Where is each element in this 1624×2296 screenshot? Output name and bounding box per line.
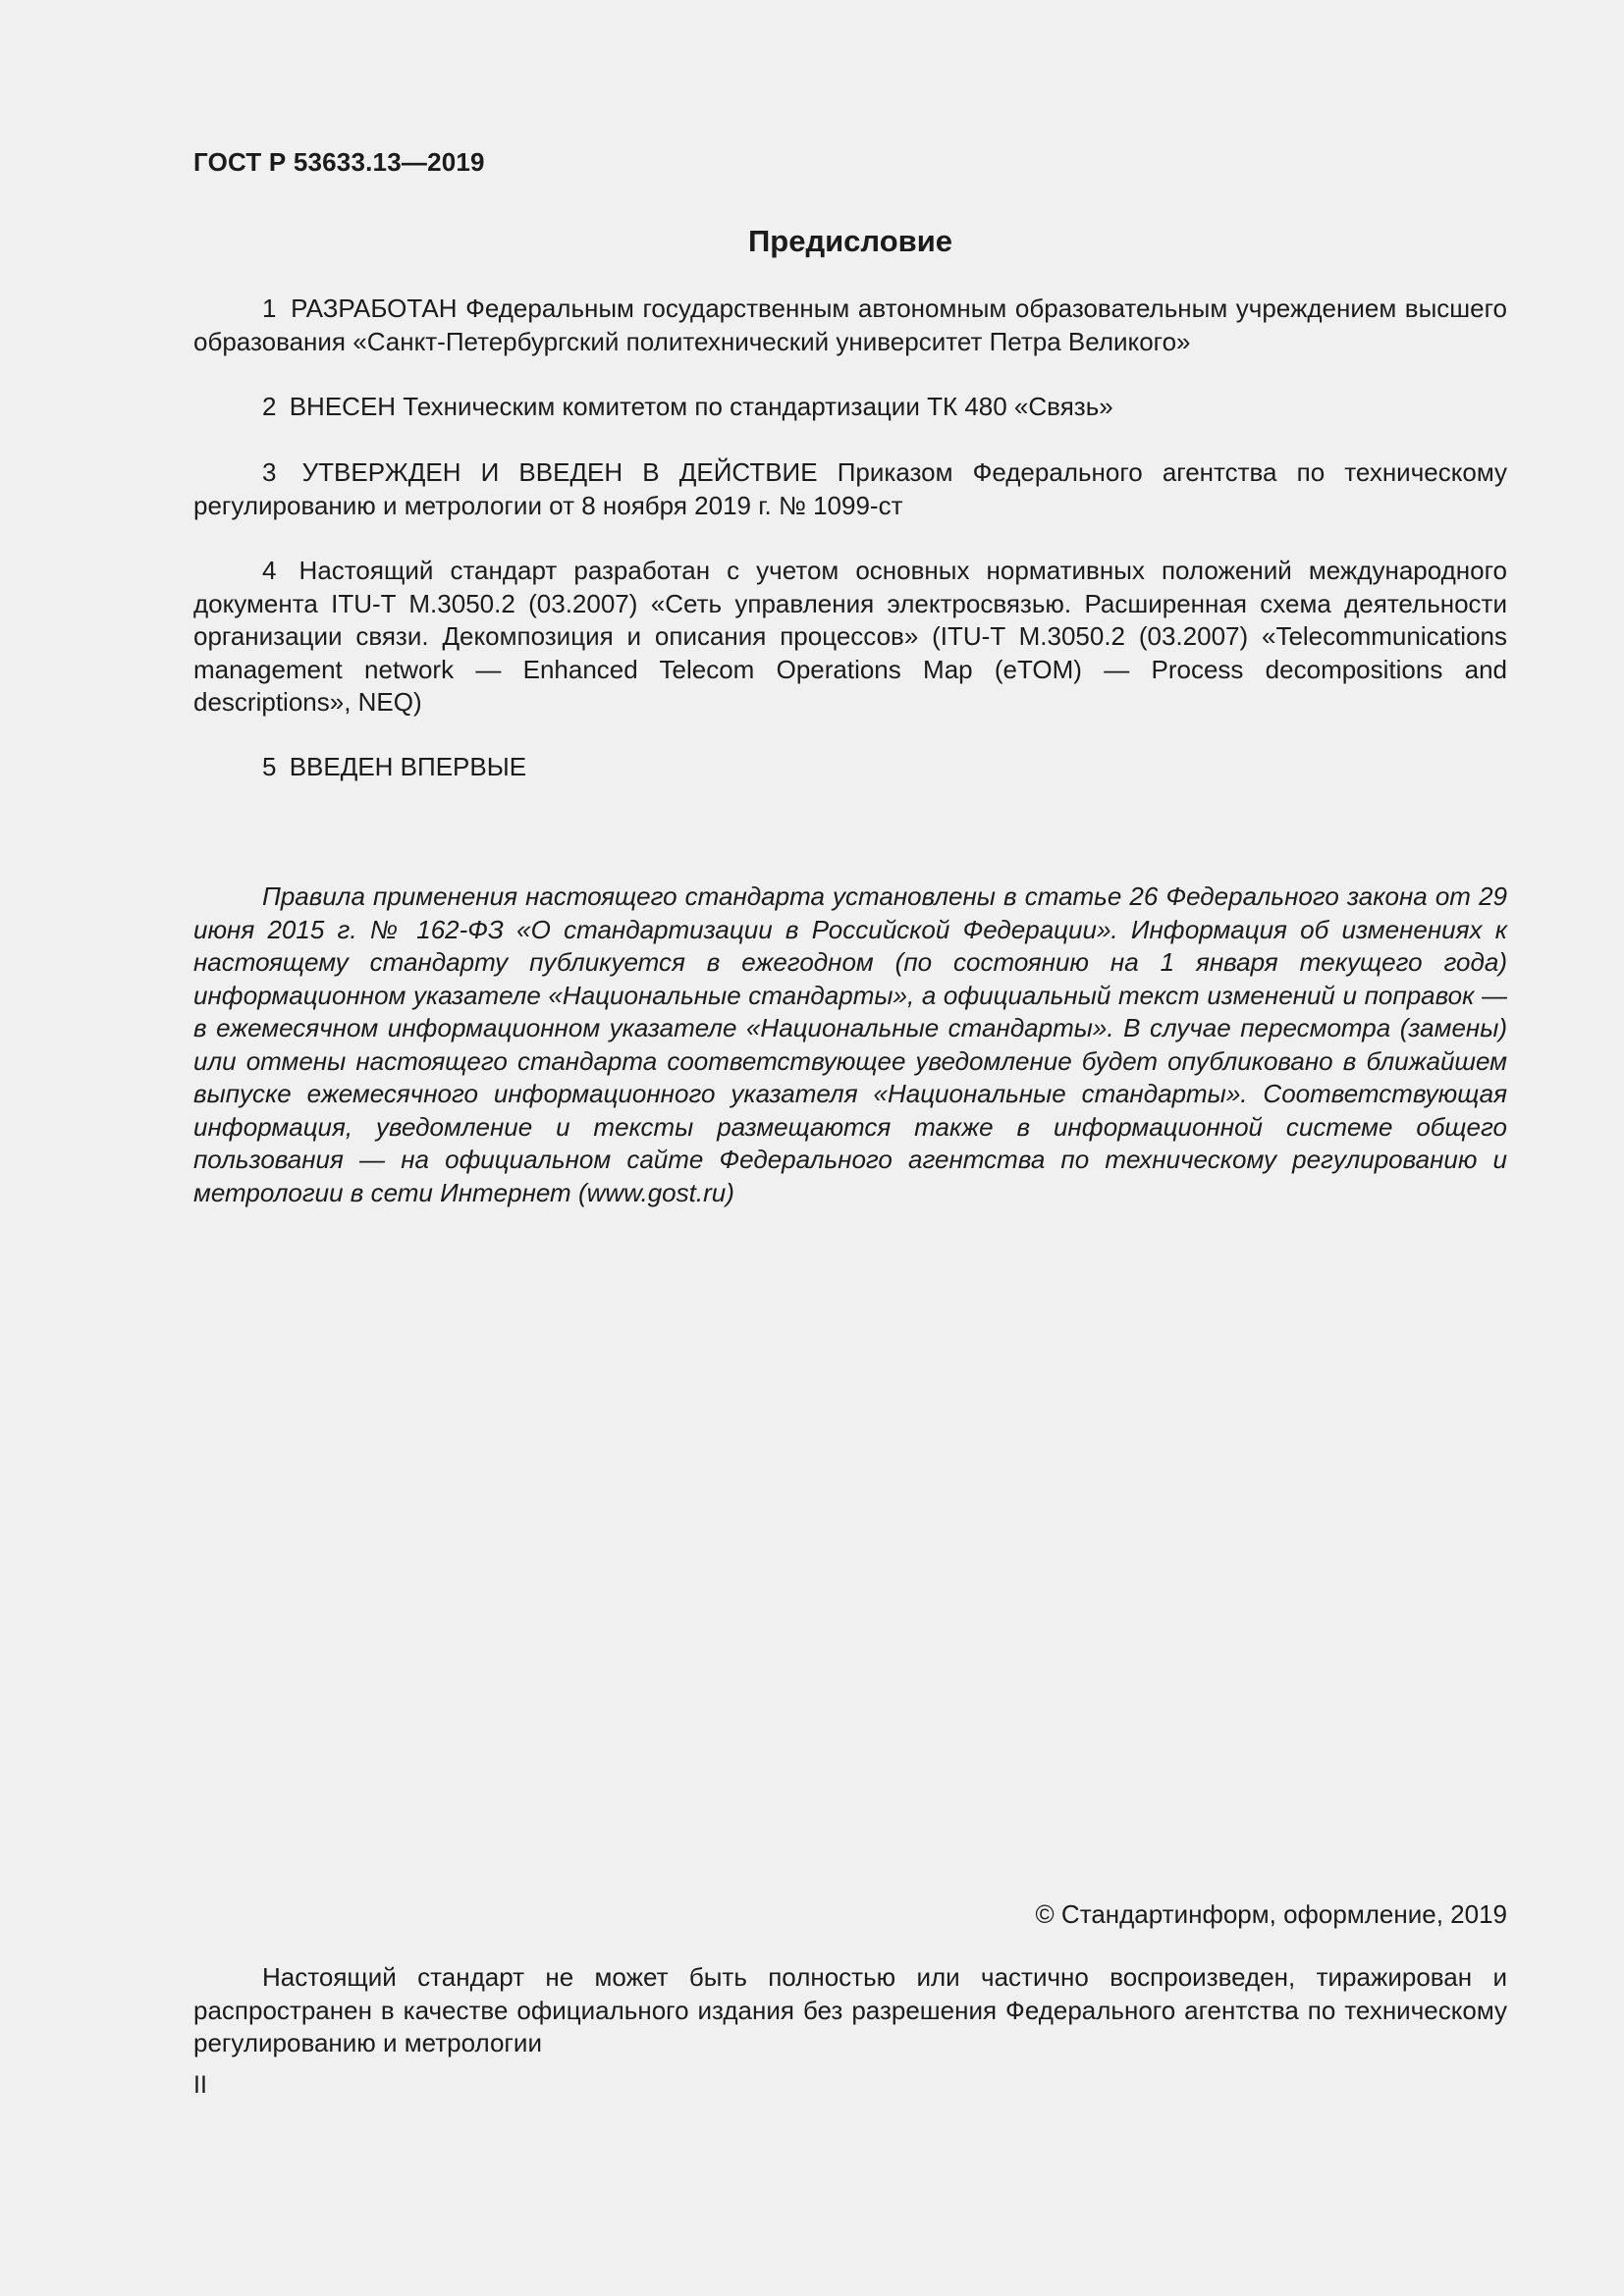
- item-text: УТВЕРЖДЕН И ВВЕДЕН В ДЕЙСТВИЕ Приказом Федерального агентства по техническому регулированию и метрологии от 8 ноября 2019 г. № 1099-ст: [193, 457, 1507, 520]
- foreword-item-4: [193, 555, 1507, 720]
- item-number: 2: [262, 392, 277, 421]
- item-number: 3: [262, 457, 277, 487]
- foreword-item-2: [193, 391, 1507, 424]
- foreword-item-5: [193, 751, 1507, 784]
- item-text: ВВЕДЕН ВПЕРВЫЕ: [289, 752, 527, 781]
- page-number: II: [193, 2071, 207, 2099]
- rules-note-text: Правила применения настоящего стандарта установлены в статье 26 Федерального закона от 29 июня 2015 г. № 162-ФЗ «О стандартизации в Российской Федерации». Информация об изменениях к настоящему стандарту публикуется в ежегодном (по состоянию на 1 января текущего года) информационном указателе «Национальные стандарты», а официальный текст изменений и поправок — в ежемесячном информационном указателе «Национальные стандарты». В случае пересмотра (замены) или отмены настоящего стандарта соответствующее уведомление будет опубликовано в ближайшем выпуске ежемесячного информационного указателя «Национальные стандарты». Соответствующая информация, уведомление и тексты размещаются также в информационной системе общего пользования — на официальном сайте Федерального агентства по техническому регулированию и метрологии в сети Интернет (www.gost.ru): [193, 881, 1507, 1207]
- foreword-item-1: [193, 293, 1507, 358]
- document-code: ГОСТ Р 53633.13—2019: [193, 147, 485, 177]
- item-text: Настоящий стандарт разработан с учетом основных нормативных положений международного документа ITU-T M.3050.2 (03.2007) «Сеть управления электросвязью. Расширенная схема деятельности организации связи. Декомпозиция и описания процессов» (ITU-T M.3050.2 (03.2007) «Telecommunications management network — Enhanced Telecom Operations Map (eTOM) — Process decompositions and descriptions», NEQ): [193, 556, 1508, 717]
- reproduction-note-text: Настоящий стандарт не может быть полностью или частично воспроизведен, тиражирован и распространен в качестве официального издания без разрешения Федерального агентства по техническому регулированию и метрологии: [193, 1962, 1507, 2057]
- reproduction-note: [193, 1961, 1507, 2060]
- item-number: 5: [262, 752, 277, 781]
- copyright-line: © Стандартинформ, оформление, 2019: [1035, 1899, 1507, 1929]
- item-text: РАЗРАБОТАН Федеральным государственным автономным образовательным учреждением высшего образования «Санкт-Петербургский политехнический университет Петра Великого»: [193, 294, 1507, 356]
- foreword-item-3: [193, 456, 1507, 522]
- rules-note: [193, 881, 1507, 1209]
- item-text: ВНЕСЕН Техническим комитетом по стандартизации ТК 480 «Связь»: [289, 392, 1113, 421]
- page-title: Предисловие: [747, 224, 952, 258]
- item-number: 1: [262, 294, 277, 323]
- item-number: 4: [262, 556, 277, 585]
